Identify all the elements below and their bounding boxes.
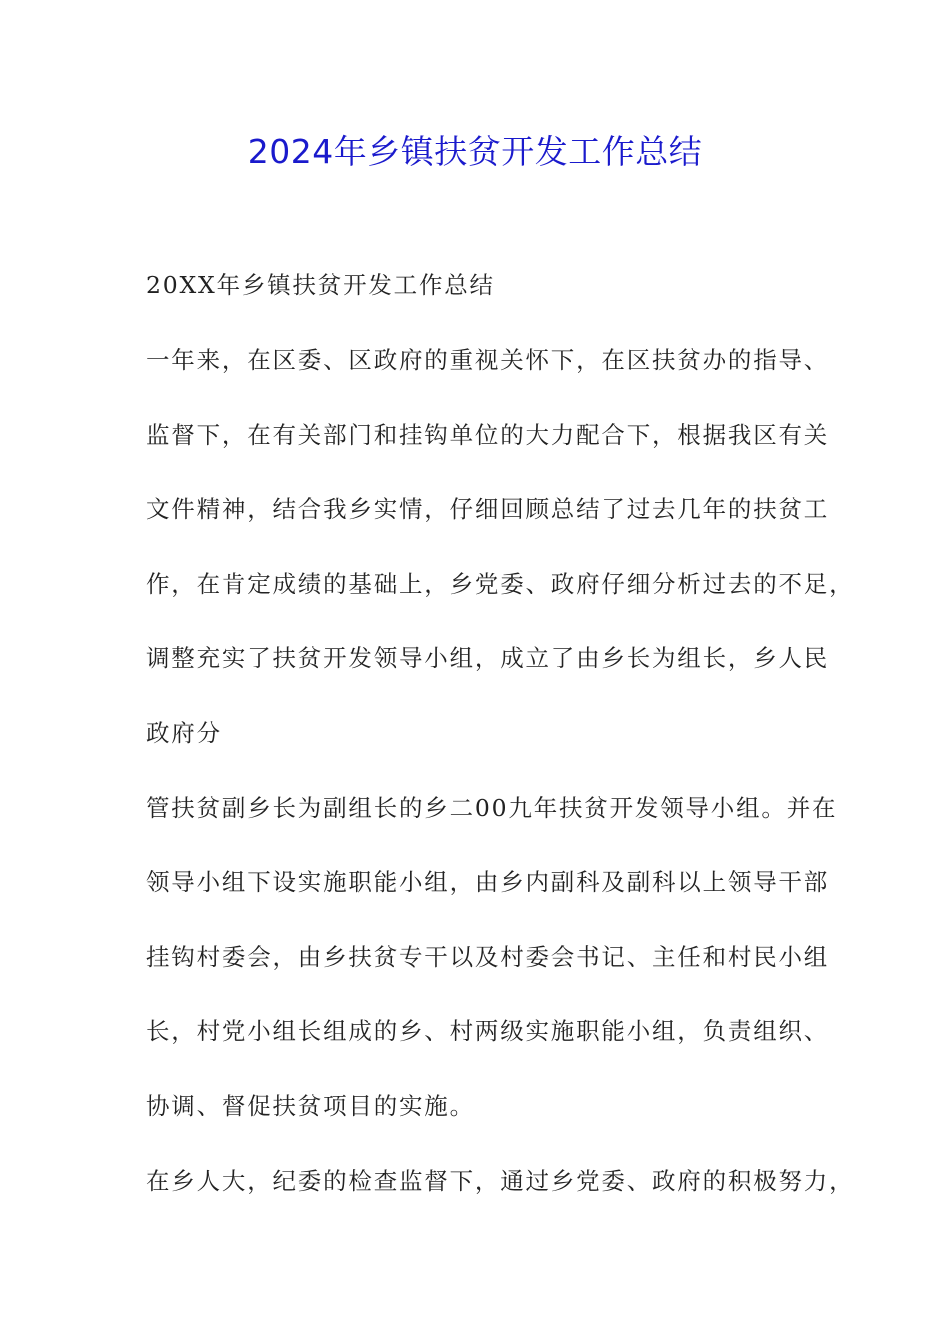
body-line: 监督下，在有关部门和挂钩单位的大力配合下，根据我区有关 [146, 421, 830, 449]
body-line: 政府分 [146, 719, 222, 747]
body-line: 文件精神，结合我乡实情，仔细回顾总结了过去几年的扶贫工 [146, 495, 830, 523]
body-line: 管扶贫副乡长为副组长的乡二00九年扶贫开发领导小组。并在 [146, 794, 838, 822]
body-line: 调整充实了扶贫开发领导小组，成立了由乡长为组长，乡人民 [146, 644, 830, 672]
body-line: 一年来，在区委、区政府的重视关怀下，在区扶贫办的指导、 [146, 346, 830, 374]
body-line: 长，村党小组长组成的乡、村两级实施职能小组，负责组织、 [146, 1017, 830, 1045]
body-line: 协调、督促扶贫项目的实施。 [146, 1092, 475, 1120]
body-line: 挂钩村委会，由乡扶贫专干以及村委会书记、主任和村民小组 [146, 943, 830, 971]
body-line: 领导小组下设实施职能小组，由乡内副科及副科以上领导干部 [146, 868, 830, 896]
body-line-subtitle: 20XX年乡镇扶贫开发工作总结 [146, 271, 495, 299]
body-line: 在乡人大，纪委的检查监督下，通过乡党委、政府的积极努力， [146, 1167, 855, 1195]
body-line: 作，在肯定成绩的基础上，乡党委、政府仔细分析过去的不足， [146, 570, 855, 598]
document-title: 2024年乡镇扶贫开发工作总结 [247, 132, 703, 171]
